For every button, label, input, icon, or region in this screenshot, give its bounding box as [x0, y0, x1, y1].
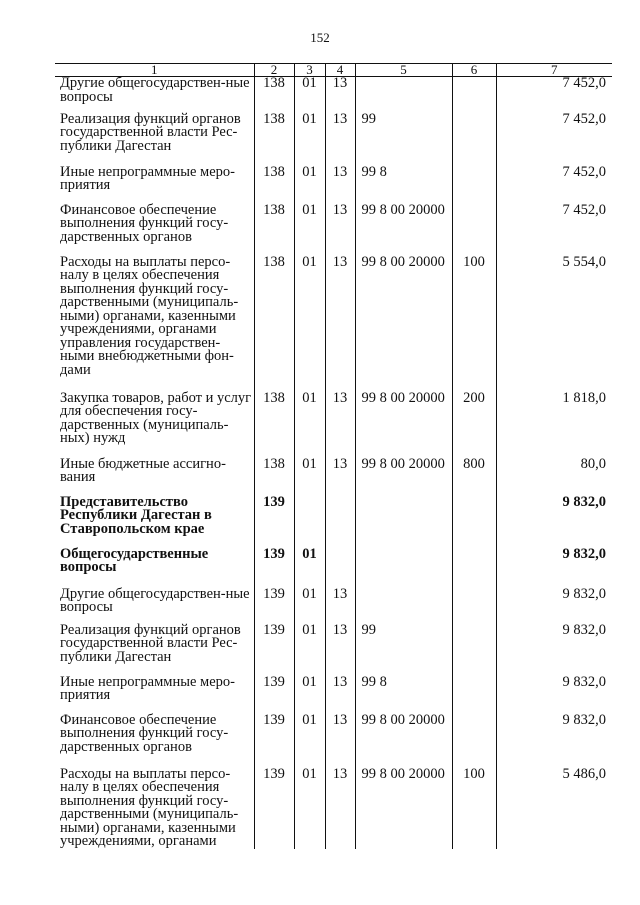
row-target-article: 99 8 00 20000: [355, 392, 452, 458]
table-row: [55, 166, 612, 204]
header-col-6: 6: [452, 64, 496, 77]
table-row: [55, 624, 612, 676]
row-section: 01: [294, 113, 325, 166]
row-amount: 9 832,0: [496, 676, 612, 714]
row-expense-type: 100: [452, 768, 496, 849]
row-expense-type: [452, 548, 496, 588]
header-col-7: 7: [496, 64, 612, 77]
row-admin-code: 139: [254, 768, 294, 849]
row-section: 01: [294, 392, 325, 458]
row-amount: 1 818,0: [496, 392, 612, 458]
row-target-article: [355, 77, 452, 113]
row-section: 01: [294, 77, 325, 113]
row-section: 01: [294, 548, 325, 588]
row-subsection: 13: [325, 458, 355, 496]
row-amount: 7 452,0: [496, 113, 612, 166]
row-target-article: 99 8: [355, 166, 452, 204]
row-section: 01: [294, 588, 325, 624]
row-subsection: 13: [325, 204, 355, 256]
row-name: Финансовое обеспечение выполнения функций госу-дарственных органов: [60, 711, 229, 755]
row-target-article: 99: [355, 113, 452, 166]
row-admin-code: 138: [254, 458, 294, 496]
row-section: 01: [294, 458, 325, 496]
row-admin-code: 138: [254, 256, 294, 392]
row-admin-code: 139: [254, 496, 294, 548]
row-admin-code: 138: [254, 204, 294, 256]
row-admin-code: 138: [254, 113, 294, 166]
row-name: Расходы на выплаты персо-налу в целях обеспечения выполнения функций госу-дарственными (муниципаль-ными) органами, казенными учреждениями, органами: [60, 765, 239, 849]
row-name: Иные непрограммные меро-приятия: [60, 163, 235, 193]
row-admin-code: 138: [254, 166, 294, 204]
row-amount: 9 832,0: [496, 588, 612, 624]
table-row: [55, 548, 612, 588]
row-name: Реализация функций органов государственной власти Рес-публики Дагестан: [60, 110, 241, 154]
table-row: [55, 496, 612, 548]
row-target-article: 99 8 00 20000: [355, 714, 452, 768]
row-name: Иные непрограммные меро-приятия: [60, 673, 235, 703]
table-row: [55, 768, 612, 849]
row-amount: 9 832,0: [496, 496, 612, 548]
row-subsection: 13: [325, 166, 355, 204]
row-subsection: 13: [325, 676, 355, 714]
header-col-3: 3: [294, 64, 325, 77]
row-admin-code: 139: [254, 676, 294, 714]
row-target-article: 99: [355, 624, 452, 676]
row-target-article: 99 8 00 20000: [355, 256, 452, 392]
table-row: [55, 714, 612, 768]
row-name: Иные бюджетные ассигно-вания: [60, 455, 226, 485]
row-amount: 80,0: [496, 458, 612, 496]
table-row: [55, 392, 612, 458]
row-subsection: 13: [325, 113, 355, 166]
row-target-article: 99 8: [355, 676, 452, 714]
row-subsection: 13: [325, 77, 355, 113]
row-name: Реализация функций органов государственной власти Рес-публики Дагестан: [60, 621, 241, 665]
row-subsection: 13: [325, 714, 355, 768]
row-subsection: 13: [325, 392, 355, 458]
row-expense-type: [452, 166, 496, 204]
row-expense-type: [452, 714, 496, 768]
row-admin-code: 139: [254, 714, 294, 768]
row-amount: 7 452,0: [496, 166, 612, 204]
row-subsection: 13: [325, 588, 355, 624]
row-section: [294, 496, 325, 548]
row-name: Финансовое обеспечение выполнения функций госу-дарственных органов: [60, 201, 229, 245]
row-expense-type: 800: [452, 458, 496, 496]
table-row: [55, 77, 612, 113]
row-target-article: [355, 588, 452, 624]
table-row: [55, 676, 612, 714]
row-name: Другие общегосударствен-ные вопросы: [60, 585, 250, 615]
row-target-article: 99 8 00 20000: [355, 204, 452, 256]
table-row: [55, 588, 612, 624]
row-name: Представительство Республики Дагестан в Ставропольском крае: [60, 493, 212, 537]
row-name: Закупка товаров, работ и услуг для обеспечения госу-дарственных (муниципаль-ных) нужд: [60, 389, 252, 446]
row-amount: 9 832,0: [496, 624, 612, 676]
row-expense-type: 100: [452, 256, 496, 392]
header-col-5: 5: [355, 64, 452, 77]
row-subsection: 13: [325, 624, 355, 676]
row-section: 01: [294, 676, 325, 714]
row-expense-type: [452, 204, 496, 256]
row-subsection: [325, 548, 355, 588]
budget-table: [55, 63, 612, 849]
row-target-article: 99 8 00 20000: [355, 458, 452, 496]
row-section: 01: [294, 204, 325, 256]
row-target-article: [355, 496, 452, 548]
row-subsection: 13: [325, 768, 355, 849]
row-amount: 5 486,0: [496, 768, 612, 849]
row-section: 01: [294, 714, 325, 768]
header-col-4: 4: [325, 64, 355, 77]
table-row: [55, 113, 612, 166]
row-target-article: [355, 548, 452, 588]
row-section: 01: [294, 256, 325, 392]
row-admin-code: 139: [254, 588, 294, 624]
row-admin-code: 139: [254, 624, 294, 676]
row-name: Расходы на выплаты персо-налу в целях обеспечения выполнения функций госу-дарственными (муниципаль-ными) органами, казенными учреждениями, органами управления государствен-ными внебюджетными фон-дами: [60, 253, 239, 378]
row-admin-code: 138: [254, 392, 294, 458]
row-expense-type: [452, 113, 496, 166]
row-section: 01: [294, 624, 325, 676]
row-subsection: 13: [325, 256, 355, 392]
row-expense-type: [452, 496, 496, 548]
row-section: 01: [294, 166, 325, 204]
row-admin-code: 138: [254, 77, 294, 113]
row-name: Общегосударственные вопросы: [60, 545, 209, 575]
row-section: 01: [294, 768, 325, 849]
table-body: [55, 77, 612, 849]
row-amount: 5 554,0: [496, 256, 612, 392]
row-amount: 7 452,0: [496, 77, 612, 113]
header-col-1: 1: [55, 64, 254, 77]
row-admin-code: 139: [254, 548, 294, 588]
table-row: [55, 204, 612, 256]
row-expense-type: [452, 588, 496, 624]
page-number: 152: [310, 30, 330, 45]
row-amount: 9 832,0: [496, 714, 612, 768]
row-expense-type: [452, 624, 496, 676]
header-col-2: 2: [254, 64, 294, 77]
row-subsection: [325, 496, 355, 548]
table-row: [55, 458, 612, 496]
row-expense-type: [452, 77, 496, 113]
row-target-article: 99 8 00 20000: [355, 768, 452, 849]
row-expense-type: [452, 676, 496, 714]
row-expense-type: 200: [452, 392, 496, 458]
row-amount: 7 452,0: [496, 204, 612, 256]
table-row: [55, 256, 612, 392]
row-name: Другие общегосударствен-ные вопросы: [60, 75, 250, 105]
row-amount: 9 832,0: [496, 548, 612, 588]
